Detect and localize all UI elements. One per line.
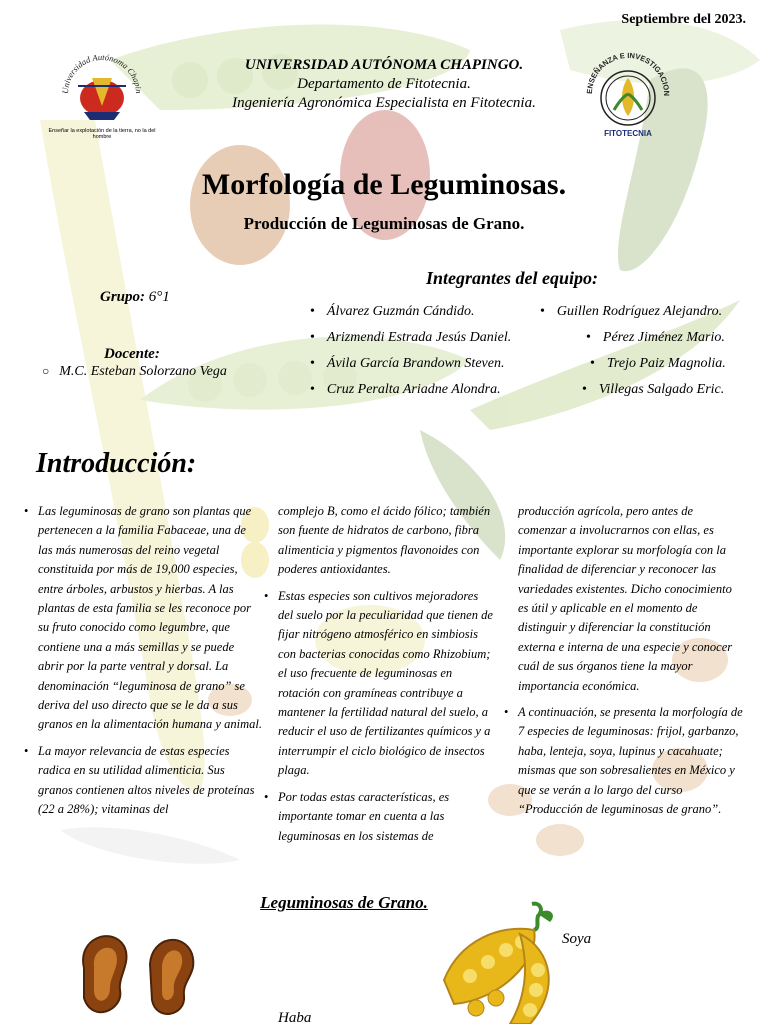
intro-paragraph: • Por todas estas características, es importante tomar en cuenta a las leguminosas en los sistemas de [278,788,494,846]
intro-paragraph: • Las leguminosas de grano son plantas que pertenecen a la familia Fabaceae, una de las más numerosas del reino vegetal constituida por más de 19,000 especies, entre árboles, arbustos y hierbas. A las plantas de esta familia se les reconoce por su fruto conocido como legumbre, que contiene una a más semillas y se puede abrir por la parte ventral y dorsal. La denominación “leguminosa de grano” se deriva del uso directo que se le da a sus granos en la alimentación humana y animal. [38,502,262,735]
group-value: 6°1 [148,289,170,305]
intro-paragraph: • La mayor relevancia de estas especies radica en su utilidad alimenticia. Sus granos contienen altos niveles de proteínas (22 a 28%); vitaminas del [38,742,262,820]
intro-paragraph: • Estas especies son cultivos mejoradores del suelo por la peculiaridad que tienen de fijar nitrógeno atmosférico en simbiosis con bacterias conocidas como Rhizobium; el uso frecuente de leguminosas en rotación con gramíneas contribuye a mantener la fertilidad natural del suelo, a reducir el uso de fertilizantes químicos y a interrumpir el ciclo biológico de insectos plaga. [278,587,494,781]
university-name: UNIVERSIDAD AUTÓNOMA CHAPINGO. [244,57,524,73]
team-heading: Integrantes del equipo: [426,268,599,288]
team-member: • Ávila García Brandown Steven. [310,356,504,372]
team-member: • Trejo Paiz Magnolia. [590,356,726,372]
right-logo-label: FITOTECNIA [604,129,652,138]
department-name: Departamento de Fitotecnia. [297,76,471,92]
haba-bean-illustration [72,928,202,1024]
document-date: Septiembre del 2023. [621,12,746,27]
soya-pods-illustration [440,900,566,1024]
intro-column-1 [38,502,262,827]
group-label: Grupo: [100,289,146,305]
teacher-name: ○ M.C. Esteban Solorzano Vega [42,364,227,380]
teacher-label: Docente: [104,346,160,362]
right-logo-ring-text: ENSEÑANZA E INVESTIGACION [584,50,672,97]
team-member: • Álvarez Guzmán Cándido. [310,304,475,320]
team-member: • Pérez Jiménez Mario. [586,330,725,346]
intro-heading: Introducción: [36,448,197,479]
team-member: • Guillen Rodríguez Alejandro. [540,304,722,320]
left-logo-motto: Enseñar la explotación de la tierra, no la del hombre [48,128,156,140]
document-subtitle: Producción de Leguminosas de Grano. [243,214,525,233]
intro-column-2 [278,502,494,853]
intro-column-3 [518,502,744,827]
group-info [100,289,170,306]
program-name: Ingeniería Agronómica Especialista en Fitotecnia. [232,95,536,111]
team-member: • Villegas Salgado Eric. [582,382,724,398]
intro-paragraph: producción agrícola, pero antes de comenzar a involucrarnos con ellas, es importante explorar su morfología con la finalidad de diferenciar y reconocer las variedades existentes. Dicho conocimiento es útil y aplicable en el momento de distinguir y diferenciar la constitución externa e interna de una especie y conocer cuál de sus órganos tiene la mayor importancia económica. [518,504,733,693]
intro-paragraph: • A continuación, se presenta la morfología de 7 especies de leguminosas: frijol, garbanzo, haba, lenteja, soya, lupinus y cacahuate; mismas que son sobresalientes en México y que se verán a lo largo del curso “Producción de leguminosas de grano”. [518,703,744,819]
team-member: • Cruz Peralta Ariadne Alondra. [310,382,501,398]
document-title: Morfología de Leguminosas. [201,168,567,201]
institution-header [0,56,768,113]
left-logo-ring-text: Universidad Autónoma Chapin [59,51,145,95]
team-member: • Arizmendi Estrada Jesús Daniel. [310,330,511,346]
section-heading: Leguminosas de Grano. [260,893,428,912]
haba-label: Haba [278,1010,312,1026]
intro-paragraph: complejo B, como el ácido fólico; también son fuente de hidratos de carbono, fibra alimenticia y pigmentos flavonoides con poderes antioxidantes. [278,504,491,577]
soya-label: Soya [562,931,592,947]
